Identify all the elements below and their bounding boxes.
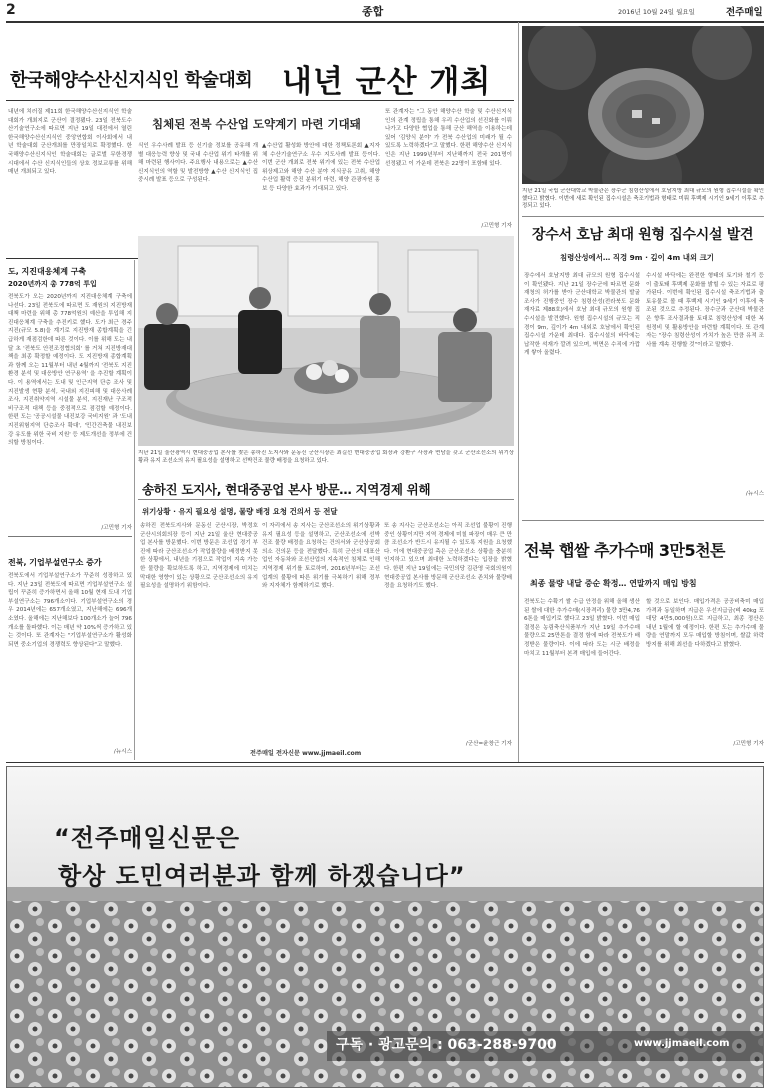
jisa-bottom-rule [8,536,132,537]
masthead-rule [6,21,764,23]
paper-name: 전주매일 [726,7,763,18]
lead-rule [6,100,514,101]
ssal-col-2: 할 것으로 보인다. 매입가격은 공공비축미 매입가격과 동일하며 지급은 우선지급금(벼 40kg 포대당 4만5,000원)으로 지급하고, 최종 정산은 내년 1월에 할 예정이다. 한편 도는 추가수매 물량을 연말까지 모두 매입할 방침이며, 쌀값 하락 방지를 위해 최선을 다하겠다고 밝혔다. [646,599,764,648]
song-col-2: 이 자리에서 송 지사는 군산조선소의 위기상황과 유지 필요성 등을 설명하고, 군산조선소에 선박 건조 물량 배정을 요청하는 건의서와 군산상공회의소 건의문 등을 전달했다. 특히 군산의 대표산업인 자동차와 조선산업의 지속적인 침체로 인해 지역경제 위기를 토로하며, 2016년부터는 조선업계의 불황에 따른 위기를 극복하기 위해 정부와 지자체가 함께하기로 했다. [262,523,380,590]
ad-slogan-line-1: “전주매일신문은 [54,824,241,852]
jisa-subtitle: 2020년까지 총 778억 투입 [8,280,97,288]
ssal-col-1: 전북도는 수확기 쌀 수급 안정을 위해 올해 생산된 쌀에 대한 추가수매(시장격리) 물량 3만4,766톤을 매입키로 했다고 23일 밝혔다. 이번 매입 결정은 농림축산식품부가 지난 19일 추가수매 물량으로 25만톤을 결정 함에 따라 전북도가 배정받은 물량이다. 이에 따라 도는 시군 배정을 마치고 11월부터 본격 매입에 들어간다. [524,599,640,657]
ad-url[interactable]: www.jjmaeil.com [634,1038,730,1049]
ssal-byline: /고민형 기자 [733,741,764,747]
ad-top-rule [6,762,764,763]
page-number: 2 [6,2,16,18]
jangsu-subhead: 침령산성에서… 직경 9m · 깊이 4m 내외 크기 [560,253,714,262]
song-subhead: 위기상황 · 유지 필요성 설명, 물량 배정 요청 건의서 등 전달 [142,507,338,516]
ssal-headline: 전북 햅쌀 추가수매 3만5천톤 [524,541,725,560]
meeting-photo [138,236,514,446]
meeting-photo-caption: 지난 21일 울산광역시 현대중공업 본사를 찾은 송하진 도지사와 문동신 군산시장은 최길선 현대중공업 회장과 강환구 사장과 면담을 갖고 군산조선소의 위기상황과 유지 조선소의 유지 필요성을 설명하고 선박건조 물량 배정을 요청하고 있다. [138,450,514,464]
jangsu-col-2: 수시설 바닥에는 완전한 형태의 토기와 철기 등이 출토돼 후백제 문화를 밝힐 수 있는 자료로 평가된다. 이번에 확인된 집수시설 축조기법과 출토유물로 볼 때 후백제 시기인 9세기 이후에 축조된 것으로 추정된다. 장수군과 군산대 박물관은 향후 조사결과를 토대로 침령산성에 대한 복원정비 및 활용방안을 마련할 계획이다. 또 관계자는 "장수 침령산성이 가치가 높은 만큼 유적 조사를 계속 진행할 것"이라고 말했다. [646,273,764,348]
song-byline: /군산=윤창근 기자 [465,741,512,747]
jangsu-byline: /뉴시스 [745,491,764,497]
issue-date: 2016년 10월 24일 월요일 [618,8,695,16]
lead-col-4: 또 관계자는 "그 동안 해양수산 학술 및 수산신지식인의 관계 정립을 통해 우리 수산업의 선진화를 이뤄나가고 다양한 협업을 통해 군산 해역을 이용하는데 있어 '김양식 분야' 가 전북 수산업의 미래가 될 수 있도록 노력하겠다"고 말했다. 한편 해양수산 신지식인은 지난 1999년부터 지난해까지 전국 201명이 선정됐고 이 가운데 전북은 22명이 포함돼 있다. [385,109,512,167]
jisa-title: 도, 지진대응체계 구축 [8,267,87,276]
yeon-body: 전북도에서 기업부설연구소가 꾸준히 성장하고 있다. 지난 23일 전북도에 따르면 기업부설연구소 설립이 꾸준히 증가하면서 올해 10월 현재 도내 기업부설연구소는 796개소이다. 기업부설연구소의 경우 2014년에는 657개소였고, 지난해에는 696개소였다. 올해에는 지난해보다 100개소가 늘어 796개소를 돌파했다. 이는 매년 약 10%씩 증가하고 있는 것이다. 또 관계자는 "기업부설연구소가 활성화되면 중소기업의 경쟁력도 향상된다"고 말했다. [8,573,132,648]
lead-byline: /고민형 기자 [481,223,512,229]
site-photo [522,26,764,184]
jangsu-rule [522,216,764,217]
section-label: 종합 [362,5,384,18]
lead-subhead: 침체된 전북 수산업 도약계기 마련 기대돼 [152,117,361,131]
lead-col-3: ▲수산업 활성화 방안에 대한 정책토론회 ▲지자체 수산기술연구소 우수 지도사례 발표 등이다. 이번 군산 개최로 전북 위기에 있는 전북 수산업 위상제고와 해양 수산 분야 지식공유 고취, 해양 수산업 활력 증진 분위기 마련, 해양 관광자원 홍보 등 다양한 효과가 기대되고 있다. [262,143,380,192]
ad-slogan-line-2: 항상 도민여러분과 함께 하겠습니다” [58,862,466,890]
lead-headline-left: 한국해양수산신지식인 학술대회 [10,70,253,91]
lead-headline-right: 내년 군산 개최 [282,64,492,100]
song-col-1: 송하진 전북도지사와 문동신 군산시장, 박정호 군산시의회의장 등이 지난 21일 울산 현대중공업 본사를 방문했다. 이번 방문은 조선업 경기 부진에 따라 군산조선소가 작업물량을 배정받지 못한 상황에서, 내년을 기점으로 작업이 지속 가능한 물량을 확보하도록 하고, 지역경제에 미치는 막대한 영향이 있는 상황으로 군산조선소의 유지필요성을 설명하기 위함이다. [140,523,258,590]
jisa-body: 전북도가 오는 2020년까지 지진대응체계 구축에 나선다. 23일 전북도에 따르면 도 재원의 지진방재대책 마련을 위해 총 778억원의 예산을 투입해 지진대응체계 구축을 추진키로 했다. 도가 최근 경주지진(규모 5.8)을 계기로 지진방재 종합계획을 긴급하게 재점검한데 따른 것이다. 이를 위해 도는 내달 초 '전북도 안전조정협의회' 를 거쳐 지진방재대책을 최종 확정할 예정이다. 도 지진방재 종합계획과 함께 오는 11월부터 내년 4월까지 '전북도 지진환경 분석 및 대응방안 연구용역' 을 추진할 계획이다. 이 용역에서는 도내 및 인근지역 단층 조사 및 지진발생 현황 분석, 국내외 지진피해 및 대응사례 조사, 지진취약지역 시설물 분석, 지진재난 구조적 비구조적 대책 등을 중점적으로 점검할 예정이다. 한편 도는 '공공시설물 내진보강 국비지원' 과 '도내 지진위험지역 단층조사 확대', '민간건축물 내진보강 유도를 위한 국비 지원' 등 제도개선을 정부에 건의할 방침이다. [8,294,132,447]
ssal-top-rule [522,520,764,521]
col-divider-2 [518,22,519,762]
lead-col-1: 내년에 치러질 제11회 한국해양수산신지식인 학술대회가 개최지로 군산이 결정됐다. 23일 전북도수산기술연구소에 따르면 지난 19일 대전에서 열린 한국해양수산신지식인 중앙연합회 이사회에서 내년 학술대회 군산개최를 만장일치로 확정했다. 한국해양수산신지식인 학술대회는 글로벌 무한경쟁시대에서 수산 신지식인들의 상호 정보교류를 위해 매년 개최되고 있다. [8,109,132,176]
jisa-byline: /고민형 기자 [101,525,132,531]
jangsu-col-1: 장수에서 호남지방 최대 규모의 원형 집수시설이 확인됐다. 지난 21일 장수군에 따르면 문화재청의 허가를 받아 군산대학교 박물관의 발굴조사가 진행중인 장수 침령산성(전라북도 문화재자료 제88호)에서 호남 최대 규모의 원형 집수시설을 발견했다. 원형 집수시설의 규모는 직경이 9m, 깊이가 4m 내외로 호남에서 확인된 집수시설 가운데 최대다. 집수시설의 바닥에는 납작한 석재가 깔려 있으며, 벽면은 수직에 가깝게 쌓아 올렸다. [524,273,640,357]
song-rule [138,499,514,500]
song-headline: 송하진 도지사, 현대중공업 본사 방문… 지역경제 위해 [142,482,431,497]
e-paper-line: 전주매일 전자신문 www.jjmaeil.com [250,750,362,757]
yeon-title: 전북, 기업부설연구소 증가 [8,558,102,567]
ad-contact: 구독 · 광고문의 : 063-288-9700 [336,1037,557,1053]
jangsu-headline: 장수서 호남 최대 원형 집수시설 발견 [532,227,754,243]
song-col-3: 또 송 지사는 군산조선소는 아직 조선업 불황이 진행 중인 상황이지만 지역 경제에 미칠 파장이 매우 큰 만큼 조선소가 반드시 유지될 수 있도록 지원을 요청했다. 이에 현대중공업 측은 군산조선소 상황을 충분히 인지하고 있으며 최대한 노력하겠다는 입장을 밝혔다. 한편 지난 19일에는 국민의당 김관영 국회의원이 현대중공업 본사를 방문해 군산조선소 존치와 물량배정을 요청하기도 했다. [384,523,512,590]
yeon-byline: /뉴시스 [113,749,132,755]
site-photo-caption: 지난 21일 국립 군산대학교 박물관은 장수군 침령산성에서 호남지방 최대 규모의 원형 집수시설을 확인했다고 밝혔다. 이번에 새로 확인된 집수시설은 축조기법과 형태로 미뤄 후백제 시기인 9세기 이후로 추정되고 있다. [522,188,764,210]
col-divider-1 [134,260,135,760]
lead-col-2: 식인 우수사례 발표 등 신기술 정보를 공유해 개별 대응능력 향상 및 국내 수산업 위기 타개를 위해 마련된 행사이다. 주요행사 내용으로는 ▲수산 신지식인의 역할 및 발전방향 ▲수산 신지식인 집중시례 발표 등으로 구성된다. [138,143,258,184]
ssal-subhead: 최종 물량 내달 중순 확정… 연말까지 매입 방침 [530,579,697,588]
